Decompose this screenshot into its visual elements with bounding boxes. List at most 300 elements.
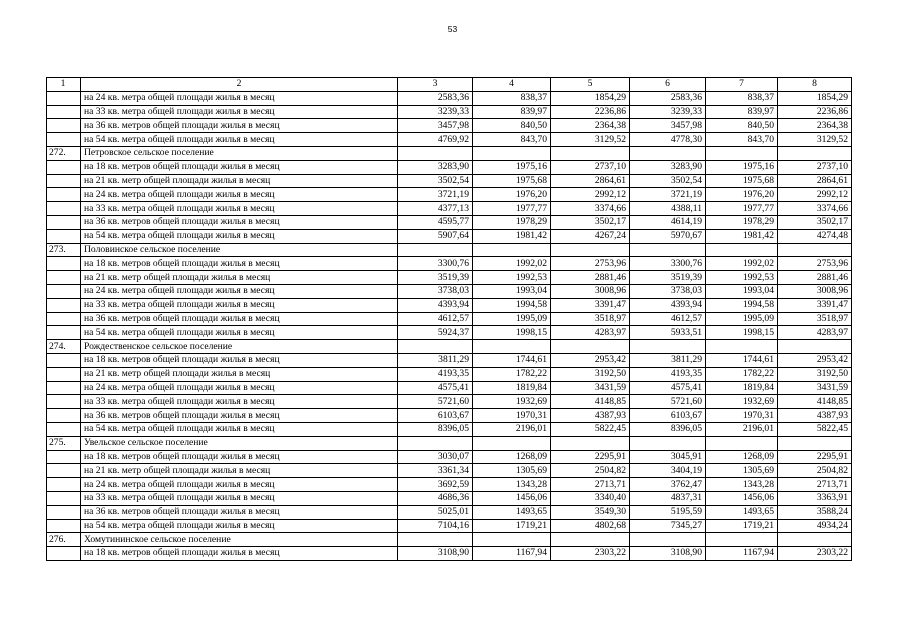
settlement-name: Половинское сельское поселение xyxy=(81,243,398,257)
value-cell: 5924,37 xyxy=(398,326,473,340)
value-cell: 3457,98 xyxy=(398,119,473,133)
value-cell: 1995,09 xyxy=(473,312,551,326)
value-cell xyxy=(398,436,473,450)
value-cell xyxy=(778,243,852,257)
value-cell: 1343,28 xyxy=(473,478,551,492)
value-cell: 1819,84 xyxy=(473,381,551,395)
value-cell: 2737,10 xyxy=(551,160,630,174)
value-cell: 2236,86 xyxy=(551,105,630,119)
row-label: на 18 кв. метров общей площади жилья в месяц xyxy=(81,257,398,271)
row-number xyxy=(47,160,81,174)
table-header-row xyxy=(47,78,852,92)
value-cell: 3431,59 xyxy=(778,381,852,395)
value-cell: 2583,36 xyxy=(630,91,706,105)
table-row xyxy=(47,160,852,174)
row-number xyxy=(47,133,81,147)
value-cell: 4193,35 xyxy=(398,367,473,381)
value-cell xyxy=(551,243,630,257)
value-cell xyxy=(473,340,551,354)
value-cell: 5907,64 xyxy=(398,229,473,243)
value-cell: 3502,17 xyxy=(551,215,630,229)
value-cell: 1994,58 xyxy=(706,298,778,312)
value-cell: 1995,09 xyxy=(706,312,778,326)
value-cell: 3502,54 xyxy=(398,174,473,188)
value-cell: 3518,97 xyxy=(778,312,852,326)
row-number xyxy=(47,229,81,243)
row-label: на 54 кв. метра общей площади жилья в месяц xyxy=(81,326,398,340)
table-row xyxy=(47,395,852,409)
value-cell: 1977,77 xyxy=(706,202,778,216)
value-cell: 1981,42 xyxy=(473,229,551,243)
value-cell: 3738,03 xyxy=(630,284,706,298)
row-number xyxy=(47,298,81,312)
row-number xyxy=(47,257,81,271)
value-cell xyxy=(630,340,706,354)
value-cell: 4148,85 xyxy=(551,395,630,409)
table-row xyxy=(47,547,852,561)
value-cell: 1932,69 xyxy=(706,395,778,409)
value-cell: 4393,94 xyxy=(630,298,706,312)
value-cell: 6103,67 xyxy=(398,409,473,423)
settlement-name: Петровское сельское поселение xyxy=(81,146,398,160)
table-row xyxy=(47,381,852,395)
table-row xyxy=(47,367,852,381)
value-cell: 8396,05 xyxy=(398,422,473,436)
value-cell: 3502,54 xyxy=(630,174,706,188)
value-cell: 1493,65 xyxy=(473,505,551,519)
row-number: 276. xyxy=(47,533,81,547)
value-cell: 1970,31 xyxy=(706,409,778,423)
value-cell: 2295,91 xyxy=(778,450,852,464)
value-cell: 843,70 xyxy=(473,133,551,147)
row-number xyxy=(47,519,81,533)
value-cell xyxy=(551,533,630,547)
row-label: на 24 кв. метра общей площади жилья в месяц xyxy=(81,381,398,395)
row-label: на 54 кв. метра общей площади жилья в месяц xyxy=(81,133,398,147)
row-label: на 36 кв. метров общей площади жилья в месяц xyxy=(81,215,398,229)
settlement-row xyxy=(47,436,852,450)
value-cell: 4393,94 xyxy=(398,298,473,312)
value-cell: 3431,59 xyxy=(551,381,630,395)
value-cell: 2196,01 xyxy=(473,422,551,436)
value-cell: 2992,12 xyxy=(778,188,852,202)
row-label: на 24 кв. метра общей площади жилья в месяц xyxy=(81,478,398,492)
value-cell: 3374,66 xyxy=(551,202,630,216)
row-number xyxy=(47,353,81,367)
value-cell: 1976,20 xyxy=(706,188,778,202)
table-row xyxy=(47,491,852,505)
value-cell: 2196,01 xyxy=(706,422,778,436)
value-cell: 1719,21 xyxy=(706,519,778,533)
row-number xyxy=(47,284,81,298)
value-cell xyxy=(551,340,630,354)
value-cell xyxy=(630,243,706,257)
row-label: на 54 кв. метра общей площади жилья в месяц xyxy=(81,519,398,533)
value-cell: 4283,97 xyxy=(778,326,852,340)
value-cell: 1992,53 xyxy=(706,271,778,285)
value-cell: 4148,85 xyxy=(778,395,852,409)
value-cell: 2713,71 xyxy=(778,478,852,492)
value-cell: 3108,90 xyxy=(630,547,706,561)
row-label: на 54 кв. метра общей площади жилья в месяц xyxy=(81,229,398,243)
value-cell: 2864,61 xyxy=(778,174,852,188)
value-cell: 3045,91 xyxy=(630,450,706,464)
value-cell: 1976,20 xyxy=(473,188,551,202)
value-cell: 4193,35 xyxy=(630,367,706,381)
settlement-name: Рождественское сельское поселение xyxy=(81,340,398,354)
row-label: на 54 кв. метра общей площади жилья в месяц xyxy=(81,422,398,436)
table-row xyxy=(47,202,852,216)
column-header: 3 xyxy=(398,78,473,92)
row-label: на 24 кв. метра общей площади жилья в месяц xyxy=(81,91,398,105)
value-cell: 2504,82 xyxy=(778,464,852,478)
value-cell: 1305,69 xyxy=(706,464,778,478)
value-cell: 1932,69 xyxy=(473,395,551,409)
value-cell xyxy=(398,243,473,257)
value-cell: 5721,60 xyxy=(630,395,706,409)
table-row xyxy=(47,478,852,492)
row-label: на 18 кв. метров общей площади жилья в месяц xyxy=(81,450,398,464)
value-cell: 4778,30 xyxy=(630,133,706,147)
row-number xyxy=(47,91,81,105)
table-row xyxy=(47,257,852,271)
row-label: на 21 кв. метр общей площади жилья в месяц xyxy=(81,367,398,381)
row-number xyxy=(47,119,81,133)
row-number xyxy=(47,422,81,436)
column-header: 5 xyxy=(551,78,630,92)
value-cell xyxy=(398,146,473,160)
column-header: 6 xyxy=(630,78,706,92)
value-cell: 2583,36 xyxy=(398,91,473,105)
value-cell: 1493,65 xyxy=(706,505,778,519)
value-cell: 4377,13 xyxy=(398,202,473,216)
row-label: на 24 кв. метра общей площади жилья в месяц xyxy=(81,284,398,298)
value-cell: 1993,04 xyxy=(473,284,551,298)
value-cell: 2753,96 xyxy=(778,257,852,271)
row-label: на 33 кв. метра общей площади жилья в месяц xyxy=(81,491,398,505)
value-cell: 1993,04 xyxy=(706,284,778,298)
value-cell: 4612,57 xyxy=(630,312,706,326)
table-row xyxy=(47,105,852,119)
value-cell: 4612,57 xyxy=(398,312,473,326)
row-number xyxy=(47,478,81,492)
value-cell: 3239,33 xyxy=(630,105,706,119)
value-cell xyxy=(398,533,473,547)
row-number xyxy=(47,188,81,202)
row-number xyxy=(47,450,81,464)
table-row xyxy=(47,298,852,312)
value-cell: 1782,22 xyxy=(473,367,551,381)
value-cell: 1819,84 xyxy=(706,381,778,395)
row-label: на 21 кв. метр общей площади жилья в месяц xyxy=(81,271,398,285)
value-cell: 1994,58 xyxy=(473,298,551,312)
table-row xyxy=(47,422,852,436)
value-cell: 3030,07 xyxy=(398,450,473,464)
value-cell: 3283,90 xyxy=(630,160,706,174)
value-cell: 4802,68 xyxy=(551,519,630,533)
row-label: на 24 кв. метра общей площади жилья в месяц xyxy=(81,188,398,202)
table-row xyxy=(47,215,852,229)
row-number xyxy=(47,312,81,326)
row-label: на 33 кв. метра общей площади жилья в месяц xyxy=(81,395,398,409)
value-cell: 2992,12 xyxy=(551,188,630,202)
value-cell: 1970,31 xyxy=(473,409,551,423)
value-cell: 1854,29 xyxy=(778,91,852,105)
table-row xyxy=(47,450,852,464)
settlement-name: Увельское сельское поселение xyxy=(81,436,398,450)
value-cell: 5822,45 xyxy=(778,422,852,436)
value-cell: 1268,09 xyxy=(473,450,551,464)
page-number: 53 xyxy=(447,24,458,34)
value-cell: 3692,59 xyxy=(398,478,473,492)
table-row xyxy=(47,188,852,202)
row-number: 273. xyxy=(47,243,81,257)
value-cell: 4686,36 xyxy=(398,491,473,505)
value-cell: 4387,93 xyxy=(551,409,630,423)
value-cell: 5195,59 xyxy=(630,505,706,519)
value-cell: 3129,52 xyxy=(551,133,630,147)
value-cell: 1167,94 xyxy=(473,547,551,561)
table-row xyxy=(47,284,852,298)
row-label: на 36 кв. метров общей площади жилья в месяц xyxy=(81,505,398,519)
table-row xyxy=(47,133,852,147)
value-cell: 2881,46 xyxy=(551,271,630,285)
value-cell xyxy=(630,146,706,160)
value-cell: 2303,22 xyxy=(778,547,852,561)
value-cell: 2236,86 xyxy=(778,105,852,119)
column-header: 4 xyxy=(473,78,551,92)
value-cell: 5025,01 xyxy=(398,505,473,519)
row-number xyxy=(47,202,81,216)
value-cell: 3283,90 xyxy=(398,160,473,174)
value-cell: 1167,94 xyxy=(706,547,778,561)
value-cell: 3518,97 xyxy=(551,312,630,326)
value-cell xyxy=(630,533,706,547)
value-cell: 1719,21 xyxy=(473,519,551,533)
table-row xyxy=(47,312,852,326)
value-cell xyxy=(778,340,852,354)
value-cell: 1975,68 xyxy=(706,174,778,188)
value-cell xyxy=(778,436,852,450)
value-cell: 5721,60 xyxy=(398,395,473,409)
value-cell xyxy=(473,436,551,450)
row-number xyxy=(47,105,81,119)
value-cell: 4283,97 xyxy=(551,326,630,340)
table-row xyxy=(47,519,852,533)
row-number: 274. xyxy=(47,340,81,354)
settlement-name: Хомутининское сельское поселение xyxy=(81,533,398,547)
value-cell: 3811,29 xyxy=(630,353,706,367)
value-cell: 3391,47 xyxy=(778,298,852,312)
value-cell: 1981,42 xyxy=(706,229,778,243)
value-cell: 2953,42 xyxy=(551,353,630,367)
value-cell: 3519,39 xyxy=(630,271,706,285)
value-cell: 1978,29 xyxy=(706,215,778,229)
value-cell: 2295,91 xyxy=(551,450,630,464)
table-row xyxy=(47,464,852,478)
value-cell xyxy=(398,340,473,354)
value-cell xyxy=(706,243,778,257)
value-cell: 3721,19 xyxy=(398,188,473,202)
value-cell xyxy=(706,340,778,354)
value-cell: 1977,77 xyxy=(473,202,551,216)
value-cell: 3391,47 xyxy=(551,298,630,312)
value-cell: 1268,09 xyxy=(706,450,778,464)
table-row xyxy=(47,174,852,188)
row-number: 275. xyxy=(47,436,81,450)
value-cell: 839,97 xyxy=(706,105,778,119)
value-cell: 4575,41 xyxy=(398,381,473,395)
value-cell: 1975,16 xyxy=(473,160,551,174)
value-cell: 840,50 xyxy=(473,119,551,133)
row-label: на 18 кв. метров общей площади жилья в месяц xyxy=(81,353,398,367)
value-cell: 1998,15 xyxy=(473,326,551,340)
value-cell: 3192,50 xyxy=(778,367,852,381)
row-number xyxy=(47,215,81,229)
row-number xyxy=(47,505,81,519)
value-cell xyxy=(706,146,778,160)
table-row xyxy=(47,353,852,367)
table-row xyxy=(47,229,852,243)
value-cell: 3404,19 xyxy=(630,464,706,478)
value-cell: 1998,15 xyxy=(706,326,778,340)
value-cell: 1744,61 xyxy=(706,353,778,367)
table-row xyxy=(47,326,852,340)
settlement-row xyxy=(47,533,852,547)
table-row xyxy=(47,409,852,423)
value-cell xyxy=(706,436,778,450)
row-label: на 18 кв. метров общей площади жилья в месяц xyxy=(81,160,398,174)
value-cell: 3738,03 xyxy=(398,284,473,298)
value-cell: 1854,29 xyxy=(551,91,630,105)
value-cell: 3762,47 xyxy=(630,478,706,492)
table-row xyxy=(47,505,852,519)
value-cell: 3008,96 xyxy=(778,284,852,298)
column-header: 7 xyxy=(706,78,778,92)
row-number xyxy=(47,547,81,561)
value-cell xyxy=(551,146,630,160)
value-cell: 3008,96 xyxy=(551,284,630,298)
value-cell: 4575,41 xyxy=(630,381,706,395)
row-number xyxy=(47,174,81,188)
value-cell: 3588,24 xyxy=(778,505,852,519)
value-cell: 1305,69 xyxy=(473,464,551,478)
value-cell: 3549,30 xyxy=(551,505,630,519)
row-label: на 33 кв. метра общей площади жилья в месяц xyxy=(81,298,398,312)
row-label: на 33 кв. метра общей площади жилья в месяц xyxy=(81,202,398,216)
value-cell: 1456,06 xyxy=(706,491,778,505)
column-header: 1 xyxy=(47,78,81,92)
table-row xyxy=(47,91,852,105)
value-cell: 3300,76 xyxy=(398,257,473,271)
value-cell: 2864,61 xyxy=(551,174,630,188)
row-label: на 18 кв. метров общей площади жилья в месяц xyxy=(81,547,398,561)
value-cell: 1992,02 xyxy=(473,257,551,271)
value-cell: 1975,16 xyxy=(706,160,778,174)
value-cell: 2953,42 xyxy=(778,353,852,367)
row-number xyxy=(47,367,81,381)
value-cell: 1992,02 xyxy=(706,257,778,271)
column-header: 8 xyxy=(778,78,852,92)
value-cell: 838,37 xyxy=(706,91,778,105)
value-cell: 2881,46 xyxy=(778,271,852,285)
row-label: на 33 кв. метра общей площади жилья в месяц xyxy=(81,105,398,119)
value-cell: 3721,19 xyxy=(630,188,706,202)
value-cell: 3129,52 xyxy=(778,133,852,147)
value-cell: 4837,31 xyxy=(630,491,706,505)
value-cell: 3361,34 xyxy=(398,464,473,478)
value-cell: 4387,93 xyxy=(778,409,852,423)
row-number xyxy=(47,409,81,423)
value-cell: 1975,68 xyxy=(473,174,551,188)
row-label: на 21 кв. метр общей площади жилья в месяц xyxy=(81,464,398,478)
value-cell: 3340,40 xyxy=(551,491,630,505)
value-cell: 4595,77 xyxy=(398,215,473,229)
table-row xyxy=(47,119,852,133)
value-cell: 2303,22 xyxy=(551,547,630,561)
value-cell: 3502,17 xyxy=(778,215,852,229)
value-cell: 4267,24 xyxy=(551,229,630,243)
row-label: на 21 кв. метр общей площади жилья в месяц xyxy=(81,174,398,188)
value-cell xyxy=(630,436,706,450)
value-cell: 1456,06 xyxy=(473,491,551,505)
row-number xyxy=(47,491,81,505)
value-cell: 3811,29 xyxy=(398,353,473,367)
value-cell: 2713,71 xyxy=(551,478,630,492)
table-row xyxy=(47,271,852,285)
column-header: 2 xyxy=(81,78,398,92)
value-cell: 2753,96 xyxy=(551,257,630,271)
value-cell xyxy=(706,533,778,547)
value-cell xyxy=(778,146,852,160)
value-cell: 4274,48 xyxy=(778,229,852,243)
value-cell: 839,97 xyxy=(473,105,551,119)
value-cell: 2504,82 xyxy=(551,464,630,478)
row-label: на 36 кв. метров общей площади жилья в месяц xyxy=(81,119,398,133)
value-cell: 3519,39 xyxy=(398,271,473,285)
value-cell: 1343,28 xyxy=(706,478,778,492)
value-cell: 2364,38 xyxy=(551,119,630,133)
value-cell: 3374,66 xyxy=(778,202,852,216)
value-cell: 1782,22 xyxy=(706,367,778,381)
value-cell xyxy=(473,533,551,547)
value-cell: 1992,53 xyxy=(473,271,551,285)
value-cell xyxy=(473,243,551,257)
value-cell xyxy=(473,146,551,160)
value-cell: 4388,11 xyxy=(630,202,706,216)
value-cell: 3363,91 xyxy=(778,491,852,505)
value-cell: 5933,51 xyxy=(630,326,706,340)
value-cell: 838,37 xyxy=(473,91,551,105)
value-cell: 1744,61 xyxy=(473,353,551,367)
value-cell: 2737,10 xyxy=(778,160,852,174)
value-cell: 4934,24 xyxy=(778,519,852,533)
row-number xyxy=(47,381,81,395)
value-cell: 3457,98 xyxy=(630,119,706,133)
value-cell: 4769,92 xyxy=(398,133,473,147)
settlement-row xyxy=(47,340,852,354)
value-cell: 4614,19 xyxy=(630,215,706,229)
settlement-row xyxy=(47,243,852,257)
value-cell: 3300,76 xyxy=(630,257,706,271)
value-cell: 8396,05 xyxy=(630,422,706,436)
value-cell: 1978,29 xyxy=(473,215,551,229)
tariff-table xyxy=(46,77,852,561)
row-label: на 36 кв. метров общей площади жилья в месяц xyxy=(81,312,398,326)
value-cell: 843,70 xyxy=(706,133,778,147)
row-number xyxy=(47,326,81,340)
value-cell: 7345,27 xyxy=(630,519,706,533)
